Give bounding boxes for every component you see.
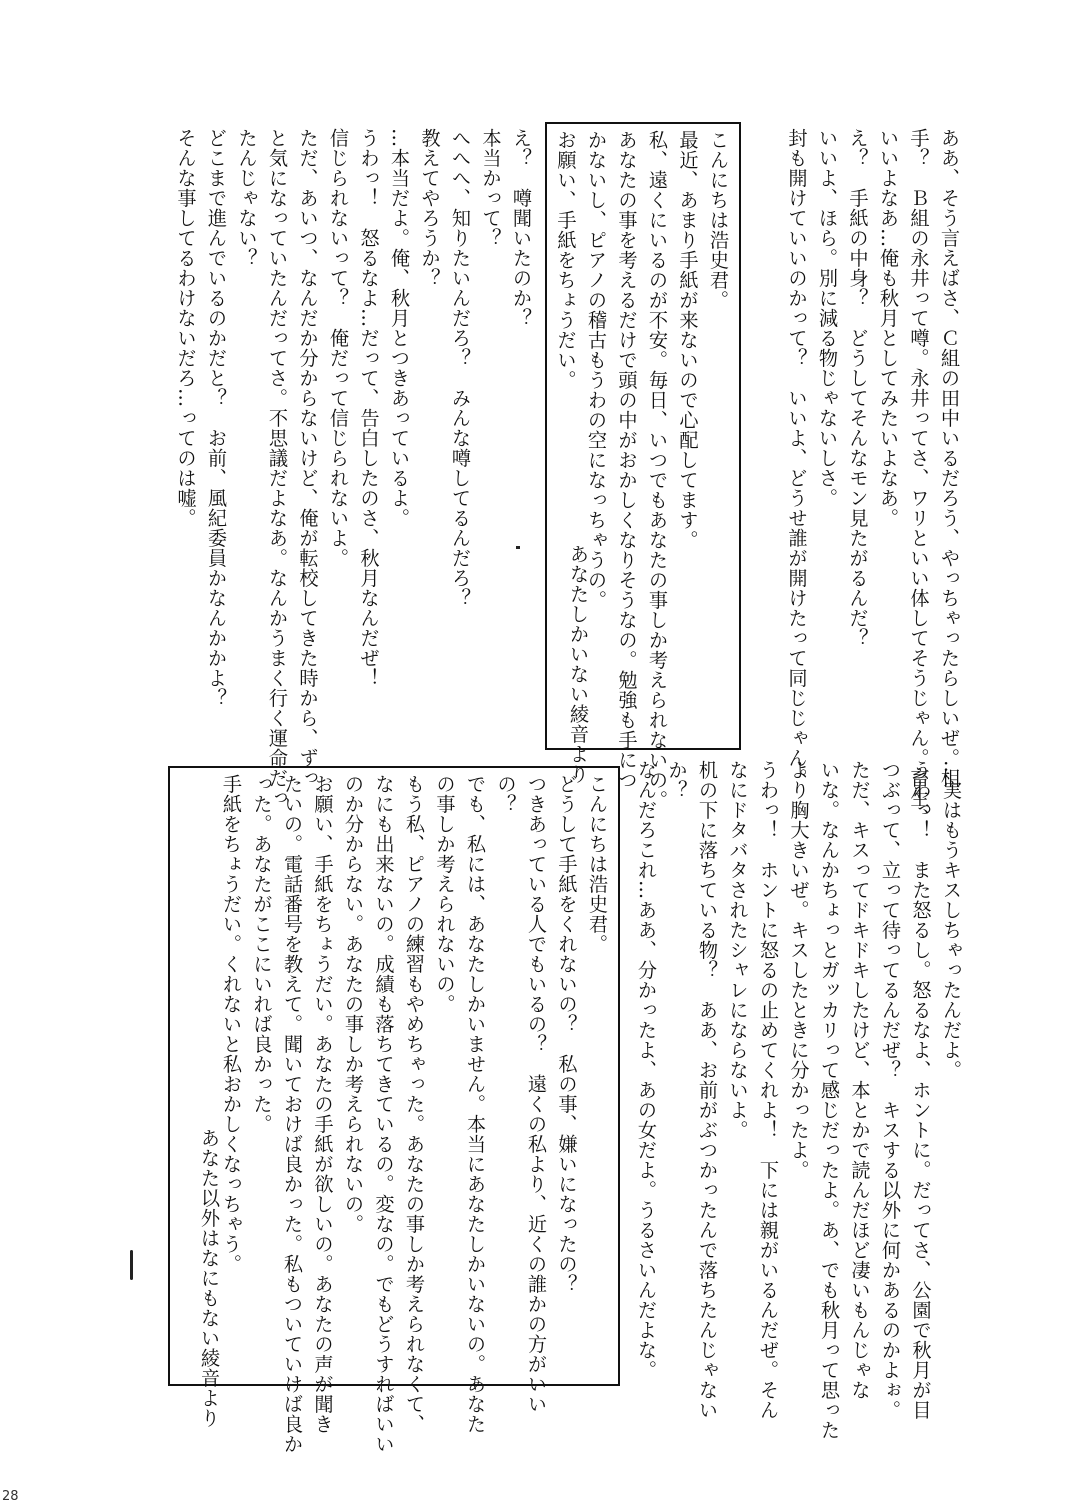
monologue-line: なんだろこれ…ああ、分かったよ、あの女だよ。うるさいんだよな。 xyxy=(635,760,658,1380)
monologue-line: つぶって、立って待ってるんだぜ？ キスする以外に何かあるのかよぉ。 xyxy=(879,760,902,1420)
monologue-line: 机の下に落ちている物？ ああ、お前がぶつかったんで落ちたんじゃない xyxy=(696,760,719,1420)
monologue-line: …本当だよ。俺、秋月とつきあっているよ。 xyxy=(388,128,411,528)
monologue-line: うわっ！ 怒るなよ…だって、告白したのさ、秋月なんだぜ！ xyxy=(357,128,381,688)
letter-line: こんにちは浩史君。 xyxy=(586,774,609,954)
letter-line: どうして手紙をくれないの？ 私の事、嫌いになったの？ xyxy=(555,774,579,1294)
letter-line: かないし、ピアノの稽古もうわの空になっちゃうの。 xyxy=(585,130,608,610)
monologue-line: ただ、キスってドキドキしたけど、本とかで読んだほど凄いもんじゃな xyxy=(848,760,872,1400)
monologue-line: どこまで進んでいるのかだと？ お前、風紀委員かなんかかよ？ xyxy=(205,128,228,708)
letter-box-1 xyxy=(545,122,741,810)
scan-mark xyxy=(130,1250,133,1280)
letter-line: こんにちは浩史君。 xyxy=(707,130,730,310)
letter-line: 私、遠くにいるのが不安。毎日、いつでもあなたの事しか考えられないの。 xyxy=(646,130,669,810)
monologue-line: いいよなあ…俺も秋月としてみたいよなあ。 xyxy=(877,128,900,528)
monologue-line: なにドタバタされたシャレにならないよ。 xyxy=(726,760,750,1140)
scan-speck xyxy=(516,546,520,549)
monologue-line: 教えてやろうか？ xyxy=(418,128,442,288)
letter-line: った。あなたがここにいれば良かった。 xyxy=(250,774,274,1134)
letter-line: の？ xyxy=(494,774,518,814)
letter-line: あなたの事を考えるだけで頭の中がおかしくなりそうなの。勉強も手につ xyxy=(615,130,639,790)
letter-line: つきあっている人でもいるの？ 遠くの私より、近くの誰かの方がいい xyxy=(525,774,548,1414)
monologue-top-left xyxy=(136,128,536,808)
monologue-line: 信じられないって？ 俺だって信じられないよ。 xyxy=(327,128,350,568)
letter-line: たいの。電話番号を教えて。聞いておけば良かった。私もついていけば良か xyxy=(281,774,304,1454)
letter-line: の事しか考えられないの。 xyxy=(433,774,457,1014)
page-number: 28 xyxy=(2,1489,19,1504)
monologue-line: いいよ、ほら。別に減る物じゃないしさ。 xyxy=(816,128,839,508)
letter-line: 最近、あまり手紙が来ないので心配してます。 xyxy=(676,130,700,550)
monologue-line: と気になっていたんだってさ。不思議だよなあ。なんかうまく行く運命だっ xyxy=(266,128,289,808)
letter-line: お願い、手紙をちょうだい。 xyxy=(554,130,578,390)
monologue-bottom-right xyxy=(626,760,966,1440)
monologue-line: うわっ！ ホントに怒るの止めてくれよ！ 下には親がいるんだぜ。そん xyxy=(757,760,780,1420)
letter-line: でも、私には、あなたしかいません。本当にあなたしかいないの。あなた xyxy=(464,774,487,1434)
monologue-line: そんな事してるわけないだろ…ってのは嘘。 xyxy=(174,128,198,528)
monologue-line: うわっ！ また怒るし。怒るなよ、ホントに。だってさ、公園で秋月が目 xyxy=(909,760,933,1420)
monologue-line: か？ xyxy=(665,760,689,800)
letter-line: お願い、手紙をちょうだい。あなたの手紙が欲しいの。あなたの声が聞き xyxy=(311,774,335,1434)
letter-box-2 xyxy=(168,766,620,1454)
monologue-line: ああ、そう言えばさ、Ｃ組の田中いるだろう、やっちゃったらしいぜ。相 xyxy=(938,128,961,788)
letter-1-signature: あなたしかいない綾音より xyxy=(567,544,590,784)
letter-line: なにも出来ないの。成績も落ちてきているの。変なの。でもどうすればいい xyxy=(372,774,396,1454)
monologue-line: たんじゃない？ xyxy=(235,128,259,268)
monologue-top-right xyxy=(744,128,964,828)
letter-line: のか分からない。あなたの事しか考えられないの。 xyxy=(342,774,365,1234)
monologue-line: え？ 手紙の中身？ どうしてそんなモン見たがるんだ？ xyxy=(846,128,870,648)
monologue-line: …実はもうキスしちゃったんだよ。 xyxy=(940,760,963,1080)
letter-2-body xyxy=(216,774,613,1454)
monologue-line: 手？ Ｂ組の永井って噂。永井ってさ、ワリといい体してそうじゃん。畜生、 xyxy=(907,128,931,828)
monologue-line: 本当かって？ xyxy=(479,128,503,248)
monologue-line: へへへ、知りたいんだろ？ みんな噂してるんだろ？ xyxy=(449,128,472,608)
monologue-line: え？ 噂聞いたのか？ xyxy=(510,128,533,328)
letter-line: 手紙をちょうだい。くれないと私おかしくなっちゃう。 xyxy=(220,774,243,1274)
monologue-line: 封も開けていいのかって？ いいよ、どうせ誰が開けたって同じじゃん。 xyxy=(785,128,809,788)
monologue-line: ただ、あいつ、なんだか分からないけど、俺が転校してきた時から、ずっ xyxy=(296,128,320,788)
monologue-line: いな。なんかちょっとガッカリって感じだったよ。あ、でも秋月って思った xyxy=(818,760,841,1440)
monologue-line: より胸大きいぜ。キスしたときに分かったよ。 xyxy=(787,760,811,1180)
letter-2-signature: あなた以外はなにもない綾音より xyxy=(198,1128,221,1428)
letter-line: もう私、ピアノの練習もやめちゃった。あなたの事しか考えられなくて、 xyxy=(403,774,426,1434)
